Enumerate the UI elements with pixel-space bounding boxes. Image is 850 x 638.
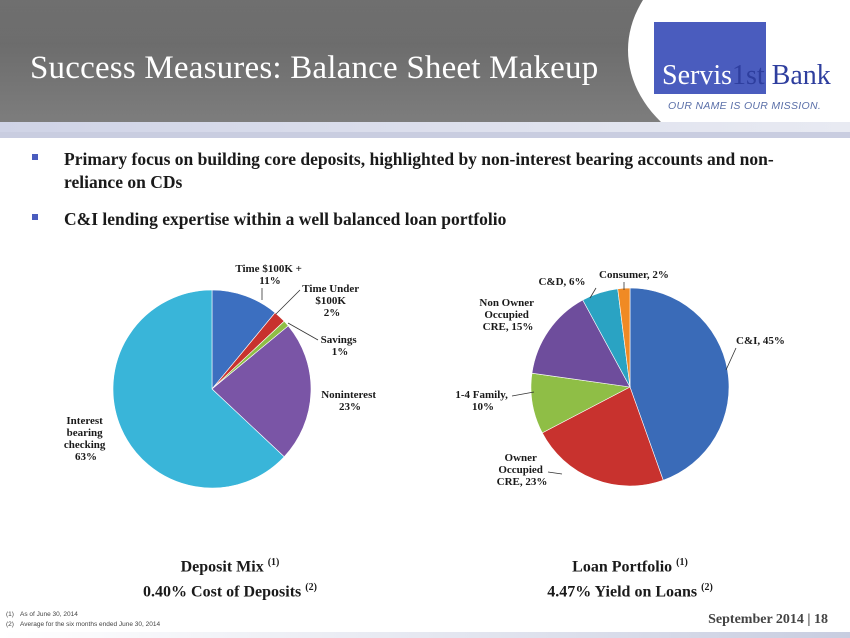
pie-label-text: Owner Occupied CRE, 23%	[496, 452, 548, 488]
footnote-number: (2)	[6, 621, 14, 628]
footer-rule	[0, 632, 850, 638]
bullet-text: Primary focus on building core deposits, highlighted by non-interest bearing accounts and non-reliance on CDs	[64, 149, 774, 192]
footnote-ref: (2)	[701, 582, 713, 594]
pie-label-text: Consumer, 2%	[599, 269, 669, 281]
bullet-text: C&I lending expertise within a well balanced loan portfolio	[64, 209, 507, 229]
logo-rest: 1st Bank	[732, 60, 831, 91]
pie-label-value: 23%	[339, 401, 361, 413]
pie-label-name: $100K	[315, 295, 346, 307]
footnote-text: Average for the six months ended June 30, 2014	[20, 621, 161, 628]
pie-label-text: C&D, 6%	[538, 276, 586, 288]
loan-portfolio-caption	[480, 552, 780, 603]
pie-label-text	[64, 415, 108, 463]
caption-title	[480, 552, 780, 577]
pie-label-name: checking	[63, 439, 106, 451]
pie-label-value: 1%	[331, 346, 349, 358]
deposit-mix-pie	[113, 290, 311, 488]
leader-line	[512, 392, 534, 396]
pie-label-name: Time $100K +	[235, 263, 302, 275]
pie-label-value: 2%	[323, 307, 341, 319]
pie-label-text: 1-4 Family, 10%	[455, 389, 508, 413]
footnote-ref: (1)	[267, 557, 280, 568]
pie-label-text	[302, 283, 362, 319]
footnote-item	[6, 610, 160, 620]
page-title: Success Measures: Balance Sheet Makeup	[30, 50, 599, 86]
deposit-mix-caption	[80, 552, 380, 603]
logo-first: Servis	[662, 60, 732, 91]
footnote-ref: (1)	[676, 557, 688, 568]
pie-label-name: Interest	[66, 415, 103, 427]
leader-line	[548, 472, 562, 474]
caption-title-text: Deposit Mix	[180, 558, 264, 576]
footnote-number: (1)	[6, 611, 14, 618]
pie-label-text: C&I, 45%	[736, 335, 785, 347]
leader-line	[276, 290, 300, 314]
caption-subtitle	[80, 577, 380, 602]
pie-label-text	[235, 263, 304, 287]
caption-title	[80, 552, 380, 577]
page-footer: September 2014 | 18	[708, 612, 828, 627]
footnotes	[6, 610, 160, 630]
pie-label-value: 11%	[259, 275, 281, 287]
pie-label-name: Noninterest	[321, 389, 377, 401]
caption-subtitle	[480, 577, 780, 602]
caption-subtitle-text: 0.40% Cost of Deposits	[143, 583, 302, 601]
pie-label-name: Time Under	[302, 283, 359, 295]
footnote-ref: (2)	[305, 582, 317, 594]
logo-tagline: OUR NAME IS OUR MISSION.	[668, 100, 822, 112]
loan-portfolio-pie	[531, 288, 729, 486]
footnote-text: As of June 30, 2014	[20, 611, 78, 618]
caption-title-text: Loan Portfolio	[572, 558, 673, 576]
pie-label-text: Non Owner Occupied CRE, 15%	[479, 297, 534, 333]
pie-label-value: 63%	[75, 451, 97, 463]
pie-label-text	[321, 334, 360, 358]
leader-line	[726, 348, 736, 370]
footnote-item	[6, 620, 160, 630]
pie-label-name: bearing	[66, 427, 103, 439]
caption-subtitle-text: 4.47% Yield on Loans	[547, 583, 698, 601]
pie-label-text	[321, 389, 379, 413]
pie-label-name: Savings	[320, 334, 357, 346]
